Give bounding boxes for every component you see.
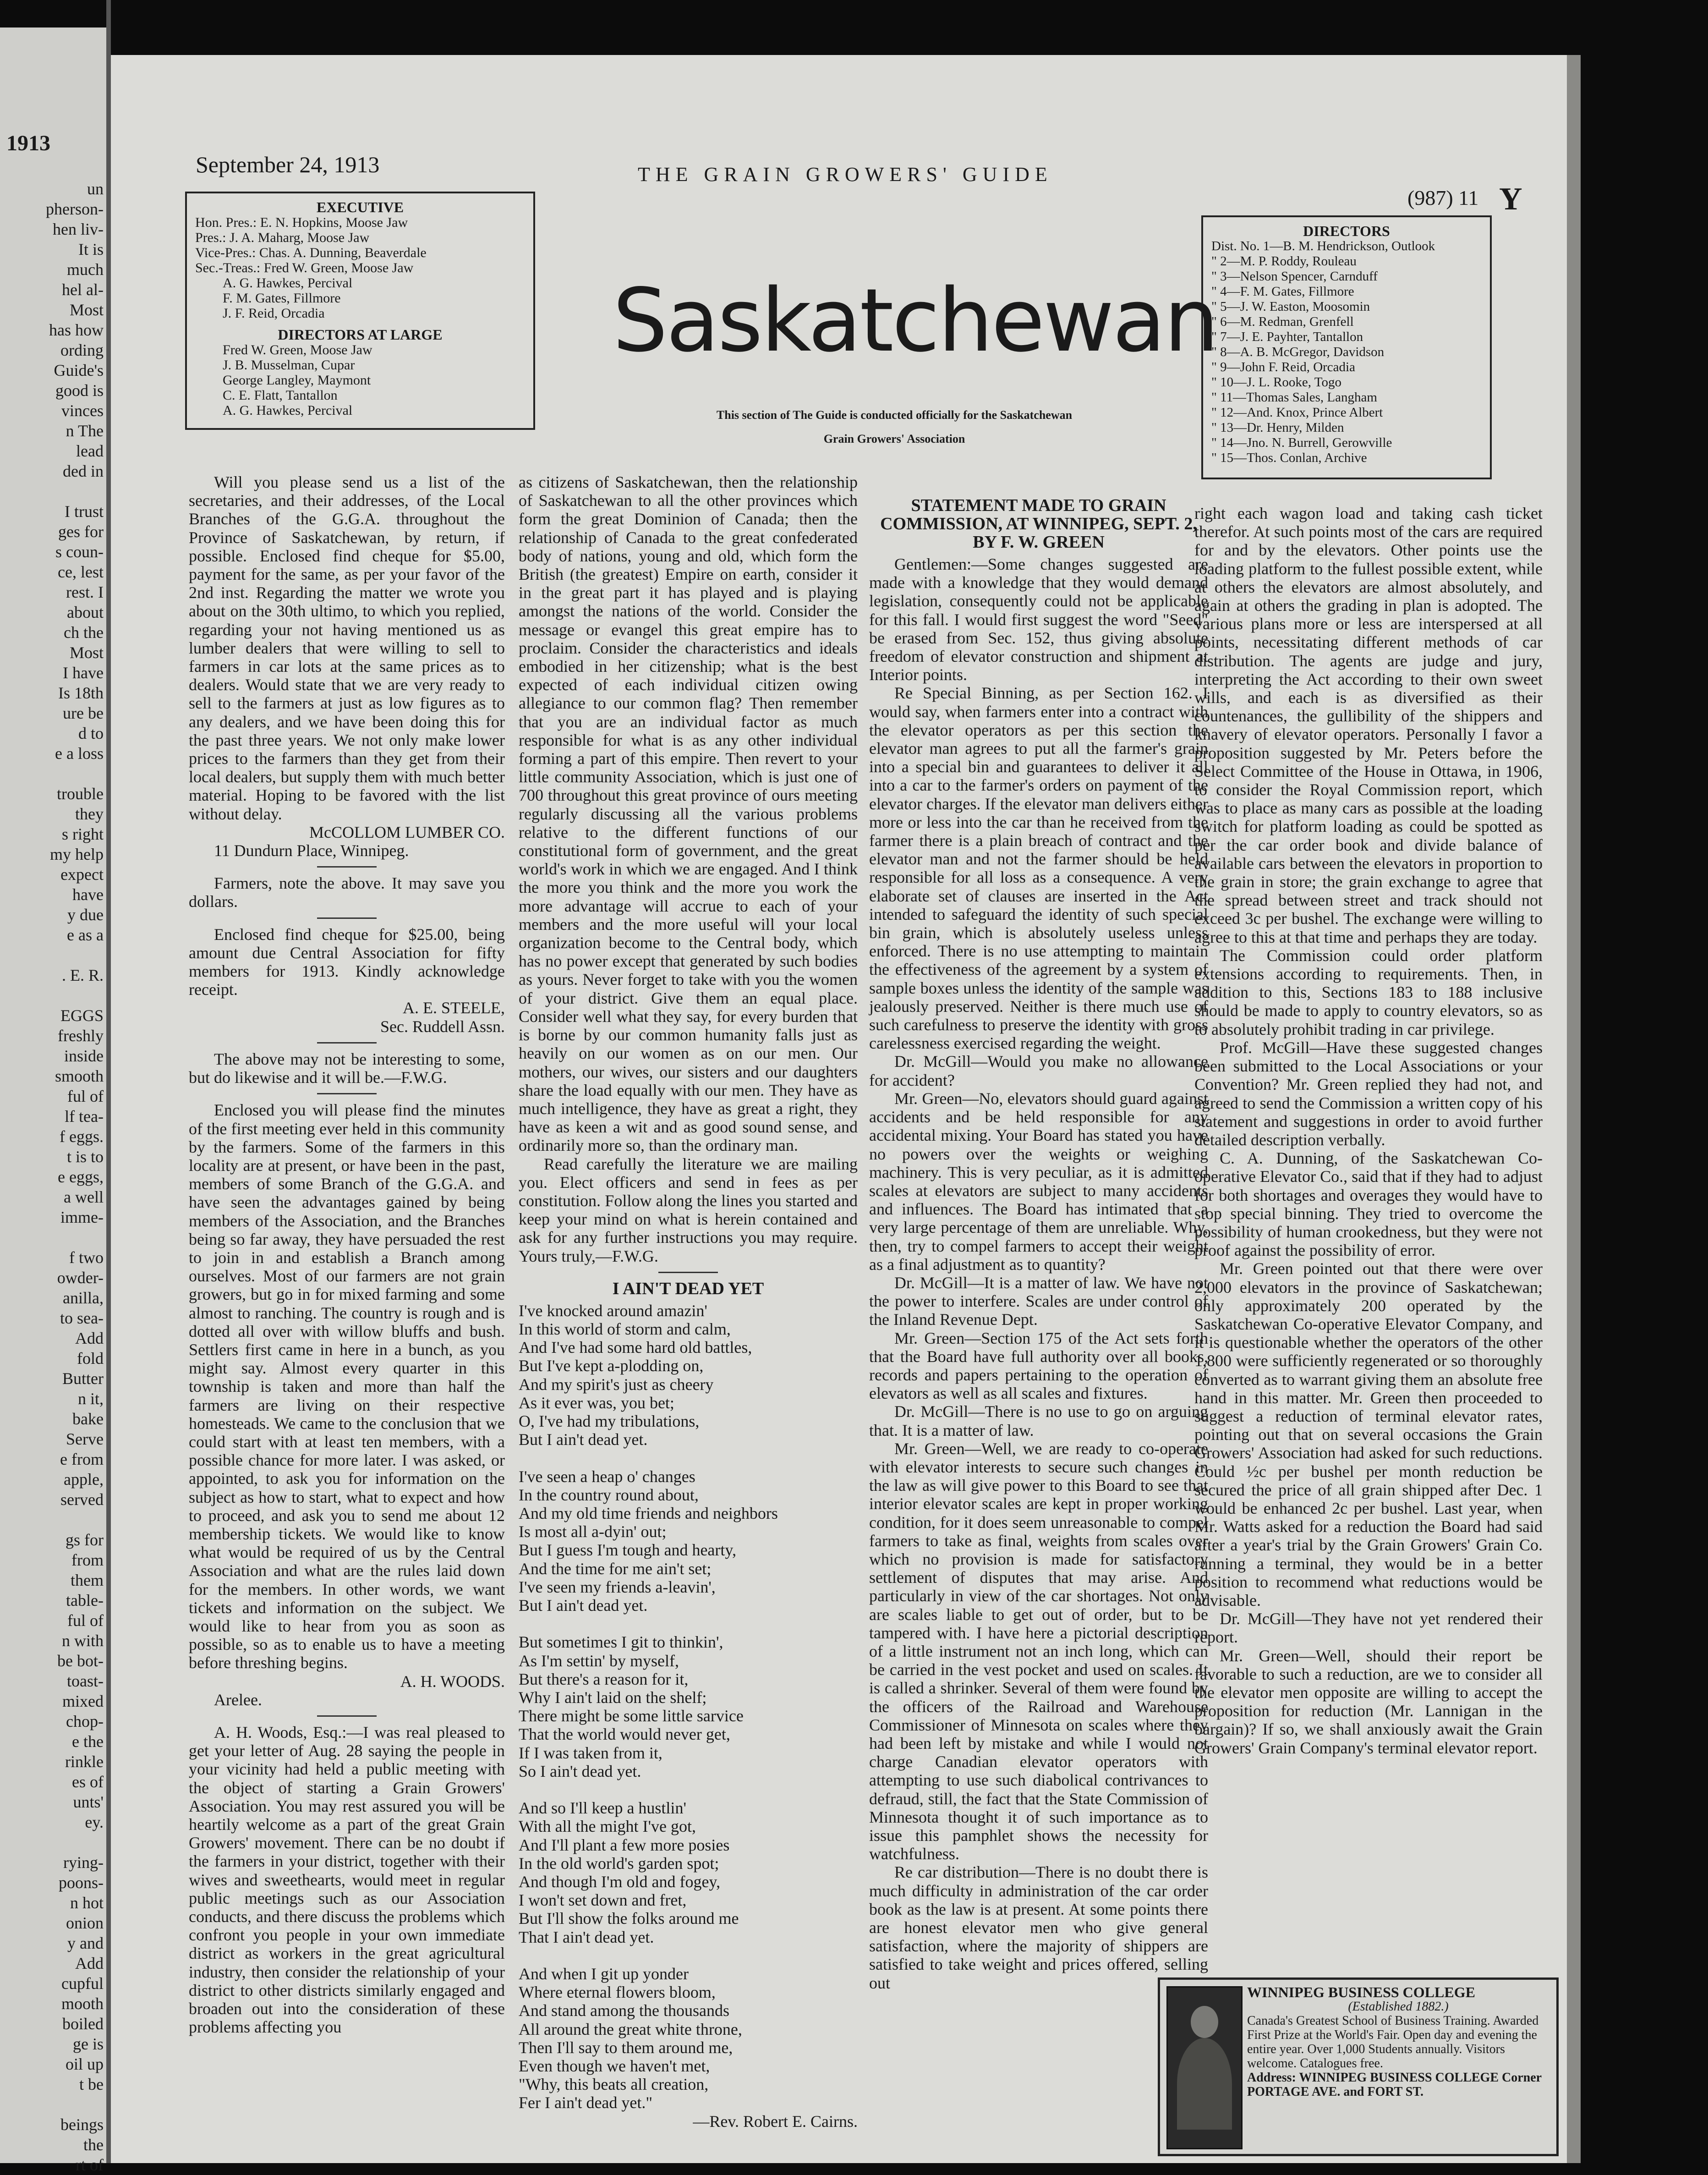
poem-title: I AIN'T DEAD YET [612, 1279, 764, 1298]
divider [317, 1715, 377, 1717]
letter-paragraph: Enclosed find cheque for $25.00, being amount due Central Association for fifty members for 1913. Kindly acknowledge receipt. [189, 925, 505, 999]
executive-line: Vice-Pres.: Chas. A. Dunning, Beaverdale [195, 245, 427, 260]
director-line: " 9—John F. Reid, Orcadia [1211, 360, 1355, 374]
column-4 [1194, 504, 1543, 1939]
article-paragraph: Dr. McGill—They have not yet rendered their report. [1194, 1609, 1543, 1647]
director-at-large: A. G. Hawkes, Percival [223, 403, 353, 418]
article-paragraph: Gentlemen:—Some changes suggested are made with a knowledge that they would demand legislation, consequently could not be applicable for this fall. I would first suggest the word "Seed" be erased from Sec. 152, thus giving absolute freedom of elevator construction and shipment at Interior points. [869, 555, 1208, 684]
director-at-large: J. B. Musselman, Cupar [223, 357, 355, 373]
director-line: " 3—Nelson Spencer, Carnduff [1211, 269, 1378, 284]
ad-text [1247, 1985, 1549, 2099]
portrait-photo [1166, 1986, 1243, 2149]
facing-page [0, 27, 106, 2174]
article-paragraph: Mr. Green—Section 175 of the Act sets forth that the Board have full authority over all books, records and papers pertaining to the operation of elevators as well as all scales and fixtures. [869, 1329, 1208, 1403]
section-subtitle-line: Grain Growers' Association [823, 432, 965, 445]
reply-paragraph: A. H. Woods, Esq.:—I was real pleased to get your letter of Aug. 28 saying the people in your vicinity had held a public meeting with the object of starting a Grain Growers' Association. You may rest assured you will be heartily welcome as a part of the great Grain Growers' movement. There can be no doubt if the farmers in your district, together with their wives and sweethearts, would meet in regular public meetings such as our Association conducts, and there discuss the problems which confront you people in your own immediate district as workers in the great agricultural industry, then consider the relationship of your district to other districts similarly engaged and broaden out into the consideration of these problems affecting you [189, 1723, 505, 2037]
page-edge [1567, 55, 1581, 2163]
letter-address: 11 Dundurn Place, Winnipeg. [214, 841, 409, 860]
article-paragraph: Dr. McGill—There is no use to go on arguing that. It is a matter of law. [869, 1402, 1208, 1439]
reply-paragraph: Read carefully the literature we are mailing you. Elect officers and send in fees as per constitution. Follow along the lines you started and keep your mind on what is herein contained and ask for any further instructions you may require. Yours truly,—F.W.G. [519, 1154, 858, 1265]
reply-paragraph: as citizens of Saskatchewan, then the relationship of Saskatchewan to all the other provinces which form the great Dominion of Canada; then the relationship of Canada to the great confederated body of nations, young and old, which form the British (the greatest) Empire on earth, consider it in the great part it has played and is playing amongst the nations of the world. Consider the message or evangel this great empire has to proclaim. Consider the characteristics and ideals embodied in her citizenship; what is the best expected of each individual citizen owing allegiance to our common flag? Then remember that you are an individual factor as much responsible for what is as any other individual forming a part of this empire. Then revert to your little community Association, which is just one of 700 throughout this great province of ours meeting regularly discussing all the various problems relative to the different functions of our constitutional form of government, and the great world's work in which we are engaged. And I think the more you think and the more you work the more advantage will accrue to each of your members and the more useful will your local organization become to the Central body, which has no power except that generated by such bodies as yours. Never forget to take with you the women of your district. Give them an equal place. Consider well what they say, for every burden that is borne by our common humanity falls just as heavily on our women as on our men. Our mothers, our wives, our sisters and our daughters share the load equally with our men. They have as much intelligence, they have as great a right, they have as keen a wit and as good sound sense, and ordinarily more so, than the ordinary man. [519, 473, 858, 1155]
column-3 [869, 493, 1208, 2110]
ad-address: Address: WINNIPEG BUSINESS COLLEGE Corner PORTAGE AVE. and FORT ST. [1247, 2071, 1542, 2099]
editor-note: Farmers, note the above. It may save you dollars. [189, 874, 505, 911]
letter-signature: McCOLLOM LUMBER CO. [309, 823, 505, 841]
divider [317, 1042, 377, 1044]
article-paragraph: Mr. Green—Well, should their report be favorable to such a reduction, are we to consider all the elevator men opposite are willing to accept the proposition for reduction (Mr. Lannigan in the bargain)? If so, we shall anxiously await the Grain Growers' Grain Company's terminal elevator report. [1194, 1646, 1543, 1757]
letter-signature: A. E. STEELE, [403, 999, 505, 1017]
letter-signature: A. H. WOODS. [400, 1672, 505, 1691]
margin-mark: Y [1499, 181, 1522, 217]
director-line: " 4—F. M. Gates, Fillmore [1211, 284, 1354, 299]
director-line: " 12—And. Knox, Prince Albert [1211, 405, 1383, 420]
facing-page-text: un pherson- hen liv- It is much hel al- Most has how ording Guide's good is vinces n The lead ded in I trust ges for s coun- ce, lest rest. I about ch the Most I have Is 18th ure be d to e a loss trouble they s right my help expect have y due e as a . E. R. EGGS freshly inside smooth ful of lf tea- f eggs. t is to e eggs, a well imme- f two owder- anilla, to sea- Add fold Butter n it, bake Serve e from apple, served gs for from them table- ful of n with be bot- toast- mixed chop- e the rinkle es of unts' ey. rying- poons- n hot onion y and Add cupful mooth boiled ge is oil up t be beings the rt of [46, 180, 104, 2174]
article-paragraph: Re car distribution—There is no doubt there is much difficulty in administration of the car order book as the law is at present. At some points there are honest elevator men who give general satisfaction, where the majority of shippers are satisfied to take weight and prices offered, selling out [869, 1863, 1208, 1992]
executive-line: J. F. Reid, Orcadia [223, 306, 325, 321]
section-masthead: Saskatchewan [613, 270, 1217, 371]
director-at-large: Fred W. Green, Moose Jaw [223, 342, 372, 357]
director-line: " 6—M. Redman, Grenfell [1211, 314, 1354, 329]
article-headline: STATEMENT MADE TO GRAIN COMMISSION, AT WINNIPEG, SEPT. 2, BY F. W. GREEN [880, 496, 1197, 552]
director-line: " 11—Thomas Sales, Langham [1211, 390, 1377, 405]
director-line: " 7—J. E. Payhter, Tantallon [1211, 330, 1363, 344]
letter-place: Arelee. [214, 1690, 262, 1709]
section-subtitle [505, 403, 1284, 451]
article-paragraph: Mr. Green—No, elevators should guard against accidents and be held responsible for any accidental mixing. Your Board has stated you have no powers over the weights or weighing machinery. This is very peculiar, as it is admitted scales at elevators are subject to many accidents and influences. The Board has intimated that a very large percentage of them are unreliable. Why, then, try to compel farmers to accept their weight as a final adjustment as to quantity? [869, 1089, 1208, 1274]
article-paragraph: Dr. McGill—Would you make no allowance for accident? [869, 1052, 1208, 1089]
article-paragraph: C. A. Dunning, of the Saskatchewan Co-operative Elevator Co., said that if they had to adjust for both shortages and overages they would have to stop special binning. They tried to overcome the possibility of human crookedness, but they were not proof against the possibility of error. [1194, 1149, 1543, 1260]
business-college-ad [1158, 1977, 1559, 2156]
column-1 [189, 473, 505, 2109]
letter-signature: Sec. Ruddell Assn. [380, 1017, 505, 1036]
divider [658, 1272, 718, 1273]
article-paragraph: Mr. Green pointed out that there were over 2,000 elevators in the province of Saskatchewan; only approximately 200 operated by the Saskatchewan Co-operative Elevator Company, and it is questionable whether the operators of the other 1,800 were sufficiently regenerated or so thoroughly converted as to warrant giving them an absolute free hand in this matter. Mr. Green then proceeded to suggest a reduction of terminal elevator rates, pointing out that on several occasions the Grain Growers' Association had asked for such reductions. Could ½c per bushel per month reduction be secured the price of all grain shipped after Dec. 1 would be enhanced 2c per bushel. Last year, when Mr. Watts asked for a reduction the Board had said after a year's trial by the Grain Growers' Grain Co. running a terminal, they would be in a better position to recommend what reductions would be advisable. [1194, 1259, 1543, 1609]
director-line: " 15—Thos. Conlan, Archive [1211, 450, 1367, 465]
executive-line: Hon. Pres.: E. N. Hopkins, Moose Jaw [195, 215, 408, 230]
issue-date: September 24, 1913 [196, 152, 380, 177]
publication-title: THE GRAIN GROWERS' GUIDE [638, 163, 1053, 186]
newspaper-page [111, 55, 1567, 2163]
director-line: " 13—Dr. Henry, Milden [1211, 420, 1344, 435]
article-paragraph: Dr. McGill—It is a matter of law. We have not the power to interfere. Scales are under control of the Inland Revenue Dept. [869, 1273, 1208, 1329]
letter-paragraph: Will you please send us a list of the secretaries, and their addresses, of the Local Branches of the G.G.A. throughout the Province of Saskatchewan, by return, if possible. Enclosed find cheque for $5.00, payment for the same, as per your favor of the 2nd inst. Regarding the matter we wrote you about on the 30th ultimo, to which you replied, regarding your not having mentioned us as lumber dealers that were willing to sell to farmers in car lots at the same prices as to dealers. Would state that we are very ready to sell to the farmers at just as low figures as to any dealers, and we have been doing this for the past three years. We not only make lower prices to the farmers than they get from their local dealers, but supply them with much better material. Hoping to be favored with the list without delay. [189, 473, 505, 823]
article-paragraph: Re Special Binning, as per Section 162. I would say, when farmers enter into a contract with the elevator operators as per this section the elevator man agrees to put all the farmer's grain into a special bin and guarantees to deliver it all into a car to the farmer's orders on payment of the elevator charges. If the elevator man delivers either more or less into the car than he received from the farmer there is a plain breach of contract and the elevator man and not the farmer should be held responsible for all loss as a consequence. A very elaborate set of clauses are inserted in the Act intended to safeguard the identity of such special bin grain, which is absolutely useless unless enforced. There is no use attempting to maintain the effectiveness of the agreement by a system of sample boxes unless the identity of the sample was jealously preserved. Neither is there much use of such carefulness to preserve the identity with gross carelessness exercised regarding the weight. [869, 684, 1208, 1053]
article-paragraph: The Commission could order platform extensions according to requirements. Then, in addition to this, Sections 183 to 188 inclusive should be made to apply to country elevators, so as to absolutely prohibit trading in car privilege. [1194, 946, 1543, 1038]
executive-box [185, 192, 535, 430]
divider [317, 866, 377, 868]
director-line: " 14—Jno. N. Burrell, Gerowville [1211, 435, 1392, 450]
executive-title: EXECUTIVE [316, 199, 404, 215]
section-subtitle-line: This section of The Guide is conducted officially for the Saskatchewan [716, 408, 1073, 422]
director-at-large: George Langley, Maymont [223, 373, 371, 388]
divider [317, 917, 377, 919]
letter-paragraph: Enclosed you will please find the minutes of the first meeting ever held in this community by the farmers. Some of the farmers in this locality are at present, or have been in the past, members of some Branch of the G.G.A. and have seen the advantages gained by being members of the Association, and the Branches being so far away, they have persuaded the rest to join in and establish a Branch among ourselves. Most of our farmers are not grain growers, but go in for mixed farming and some almost to ranching. The country is rough and is dotted all over with willow bluffs and bush. Settlers first came in here in a bunch, as you might say. Almost every quarter in this township is taken and more than half the farmers are living on their respective homesteads. We came to the conclusion that we could start with at least ten members, with a possible chance for more later. I was asked, or appointed, to ask you for information on the subject as how to start, what to expect and how to proceed, and ask you to send me about 12 membership tickets. We would like to know what would be required of us by the Central Association and what are the rules laid down for the members. In other words, we want tickets and information on the subject. We would like to hear from you as soon as possible, so as to enable us to have a meeting before threshing begins. [189, 1101, 505, 1672]
divider [317, 1093, 377, 1094]
executive-line: Sec.-Treas.: Fred W. Green, Moose Jaw [195, 260, 414, 275]
article-paragraph: right each wagon load and taking cash ticket therefor. At such points most of the cars are required for and by the elevators. Other points use the loading platform to the fullest possible extent, while at others the elevators are almost absolutely, and again at others the grading in plan is adopted. The various plans more or less are interspersed at all points, necessitating different methods of car distribution. The agents are judge and jury, interpreting the Act according to their own sweet wills, and each is as diversified as their countenances, the gullibility of the shippers and knavery of elevator operators. Personally I favor a proposition suggested by Mr. Peters before the Select Committee of the House in Ottawa, in 1906, to consider the Royal Commission report, which was to place as many cars as possible at the loading switch for platform loading as could be spotted as per the car order book and divide balance of available cars between the elevators in proportion to the grain in store; the grain exchange to agree that the spread between street and track should not exceed 3c per bushel. The exchange were willing to agree to this at that time and perhaps they are today. [1194, 504, 1543, 946]
director-line: " 5—J. W. Easton, Moosomin [1211, 299, 1370, 314]
director-line: Dist. No. 1—B. M. Hendrickson, Outlook [1211, 239, 1435, 253]
book-gutter [106, 0, 111, 2163]
executive-line: Pres.: J. A. Maharg, Moose Jaw [195, 230, 370, 245]
director-at-large: C. E. Flatt, Tantallon [223, 388, 338, 403]
page-number: (987) 11 [1407, 186, 1479, 209]
director-line: " 8—A. B. McGregor, Davidson [1211, 345, 1385, 359]
directors-title: DIRECTORS [1303, 223, 1390, 239]
article-paragraph: Mr. Green—Well, we are ready to co-operate with elevator interests to secure such changes in the law as will give power to this Board to see that interior elevator scales are kept in proper working condition, for it does seem unreasonable to compel farmers to take as final, weights from scales over which no provision is made for satisfactory settlement of disputes that may arise. And particularly in view of the car shortages. Not only are scales liable to get out of order, but to be tampered with. I have here a pictorial description of a little instrument not an inch long, which can be carried in the vest pocket and used on scales. It is called a shrinker. Several of them were found by the officers of the Railroad and Warehouse Commissioner of Minnesota on scales where they had been left by mistake and while I would not charge Canadian elevator operators with attempting to use such diabolical contrivances to defraud, still, the fact that the State Commission of Minnesota thought it of such importance as to issue this pamphlet shows the necessity for watchfulness. [869, 1439, 1208, 1863]
ad-body: Canada's Greatest School of Business Training. Awarded First Prize at the World's Fair. Open day and evening the entire year. Over 1,000 Students annually. Visitors welcome. Catalogues free. [1247, 2014, 1539, 2071]
ad-established: (Established 1882.) [1348, 1999, 1449, 2014]
director-line: " 2—M. P. Roddy, Rouleau [1211, 254, 1357, 269]
editor-note: The above may not be interesting to some, but do likewise and it will be.—F.W.G. [189, 1049, 505, 1087]
article-paragraph: Prof. McGill—Have these suggested changes been submitted to the Local Associations or your Convention? Mr. Green replied they had not, and agreed to send the Commission a written copy of his statement and suggestions in order to avoid further detailed description verbally. [1194, 1038, 1543, 1149]
director-line: " 10—J. L. Rooke, Togo [1211, 375, 1341, 390]
directors-at-large-title: DIRECTORS AT LARGE [278, 326, 443, 343]
column-2 [519, 473, 858, 2131]
facing-page-number: 1913 [6, 131, 50, 155]
executive-line: A. G. Hawkes, Percival [223, 275, 353, 291]
poem-text: I've knocked around amazin' In this world of storm and calm, And I've had some hard old battles, But I've kept a-plodding on, And my spirit's just as cheery As it ever was, you bet; O, I've had my tribulations, But I ain't dead yet. I've seen a heap o' changes In the country round about, And my old time friends and neighbors Is most all a-dyin' out; But I guess I'm tough and hearty, And the time for me ain't set; I've seen my friends a-leavin', But I ain't dead yet. But sometimes I git to thinkin', As I'm settin' by myself, But there's a reason for it, Why I ain't laid on the shelf; There might be some little sarvice That the world would never get, If I was taken from it, So I ain't dead yet. And so I'll keep a hustlin' With all the might I've got, And I'll plant a few more posies In the old world's garden spot; And though I'm old and fogey, I won't set down and fret, But I'll show the folks around me That I ain't dead yet. And when I git up yonder Where eternal flowers bloom, And stand among the thousands All around the great white throne, Then I'll say to them around me, Even though we haven't met, "Why, this beats all creation, Fer I ain't dead yet." [519, 1301, 778, 2112]
ad-title: WINNIPEG BUSINESS COLLEGE [1247, 1984, 1475, 2000]
executive-line: F. M. Gates, Fillmore [223, 291, 341, 306]
poem-author: —Rev. Robert E. Cairns. [693, 2112, 858, 2131]
